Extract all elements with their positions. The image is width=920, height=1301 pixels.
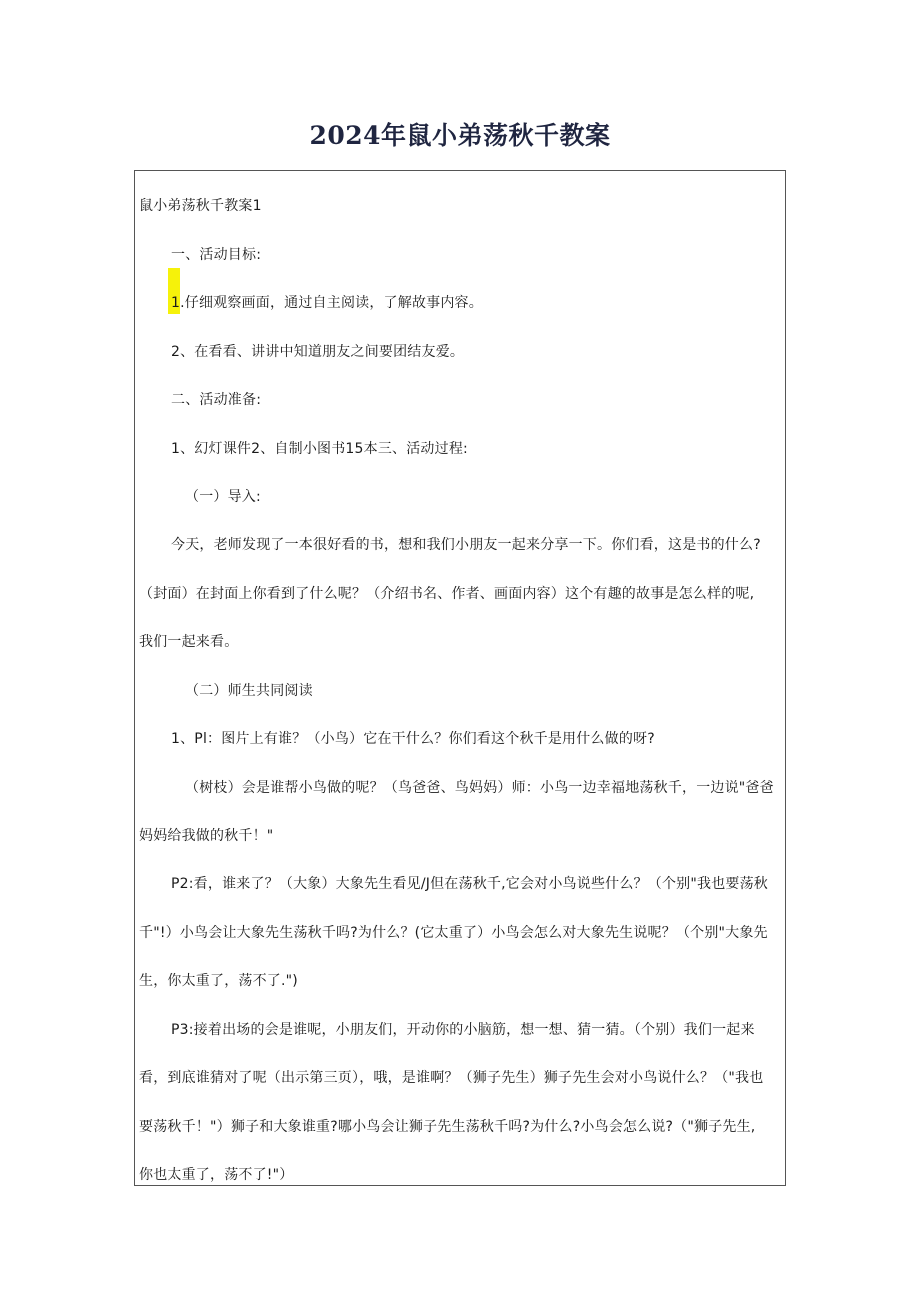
paragraph-line: 今天，老师发现了一本很好看的书，想和我们小朋友一起来分享一下。你们看，这是书的什么? bbox=[171, 537, 761, 553]
paragraph-line: 千"!）小鸟会让大象先生荡秋千吗?为什么？(它太重了）小鸟会怎么对大象先生说呢？（个别"大象先 bbox=[139, 925, 768, 941]
reading-heading: （二）师生共同阅读 bbox=[185, 683, 313, 699]
paragraph-line: 你也太重了，荡不了!"） bbox=[139, 1167, 294, 1183]
preparation-heading: 二、活动准备: bbox=[171, 392, 262, 408]
document-title: 2024年鼠小弟荡秋千教案 bbox=[309, 121, 611, 150]
goal-item-1: 1.仔细观察画面，通过自主阅读，了解故事内容。 bbox=[171, 295, 483, 311]
paragraph-line: 1、Pl：图片上有谁？（小鸟）它在干什么？你们看这个秋千是用什么做的呀? bbox=[171, 731, 655, 747]
paragraph-line: 我们一起来看。 bbox=[139, 634, 239, 650]
paragraph-line: P2:看，谁来了？（大象）大象先生看见/J但在荡秋千,它会对小鸟说些什么？（个别"我也要荡秋 bbox=[171, 876, 768, 892]
paragraph-line: P3:接着出场的会是谁呢，小朋友们，开动你的小脑筋，想一想、猜一猜。（个别）我们一起来 bbox=[171, 1022, 755, 1038]
paragraph-line: 看，到底谁猜对了呢（出示第三页），哦，是谁啊？（狮子先生）狮子先生会对小鸟说什么？（"我也 bbox=[139, 1070, 764, 1086]
paragraph-line: （树枝）会是谁帮小鸟做的呢？（鸟爸爸、鸟妈妈）师：小鸟一边幸福地荡秋千，一边说"爸爸 bbox=[185, 780, 774, 796]
paragraph-line: 生，你太重了，荡不了.") bbox=[139, 973, 298, 989]
goal-item-2: 2、在看看、讲讲中知道朋友之间要团结友爱。 bbox=[171, 344, 465, 360]
paragraph-line: 要荡秋千！"）狮子和大象谁重?哪小鸟会让狮子先生荡秋千吗?为什么?小鸟会怎么说?（"狮子先生, bbox=[139, 1119, 756, 1135]
paragraph-line: （封面）在封面上你看到了什么呢？（介绍书名、作者、画面内容）这个有趣的故事是怎么样的呢, bbox=[139, 586, 755, 602]
goals-heading: 一、活动目标: bbox=[171, 247, 262, 263]
preparation-item: 1、幻灯课件2、自制小图书15本三、活动过程: bbox=[171, 441, 468, 457]
paragraph-line: 妈妈给我做的秋千！" bbox=[139, 828, 274, 844]
section-heading: 鼠小弟荡秋千教案1 bbox=[139, 198, 262, 214]
intro-heading: （一）导入: bbox=[185, 489, 261, 505]
content-table-cell bbox=[134, 170, 786, 1186]
